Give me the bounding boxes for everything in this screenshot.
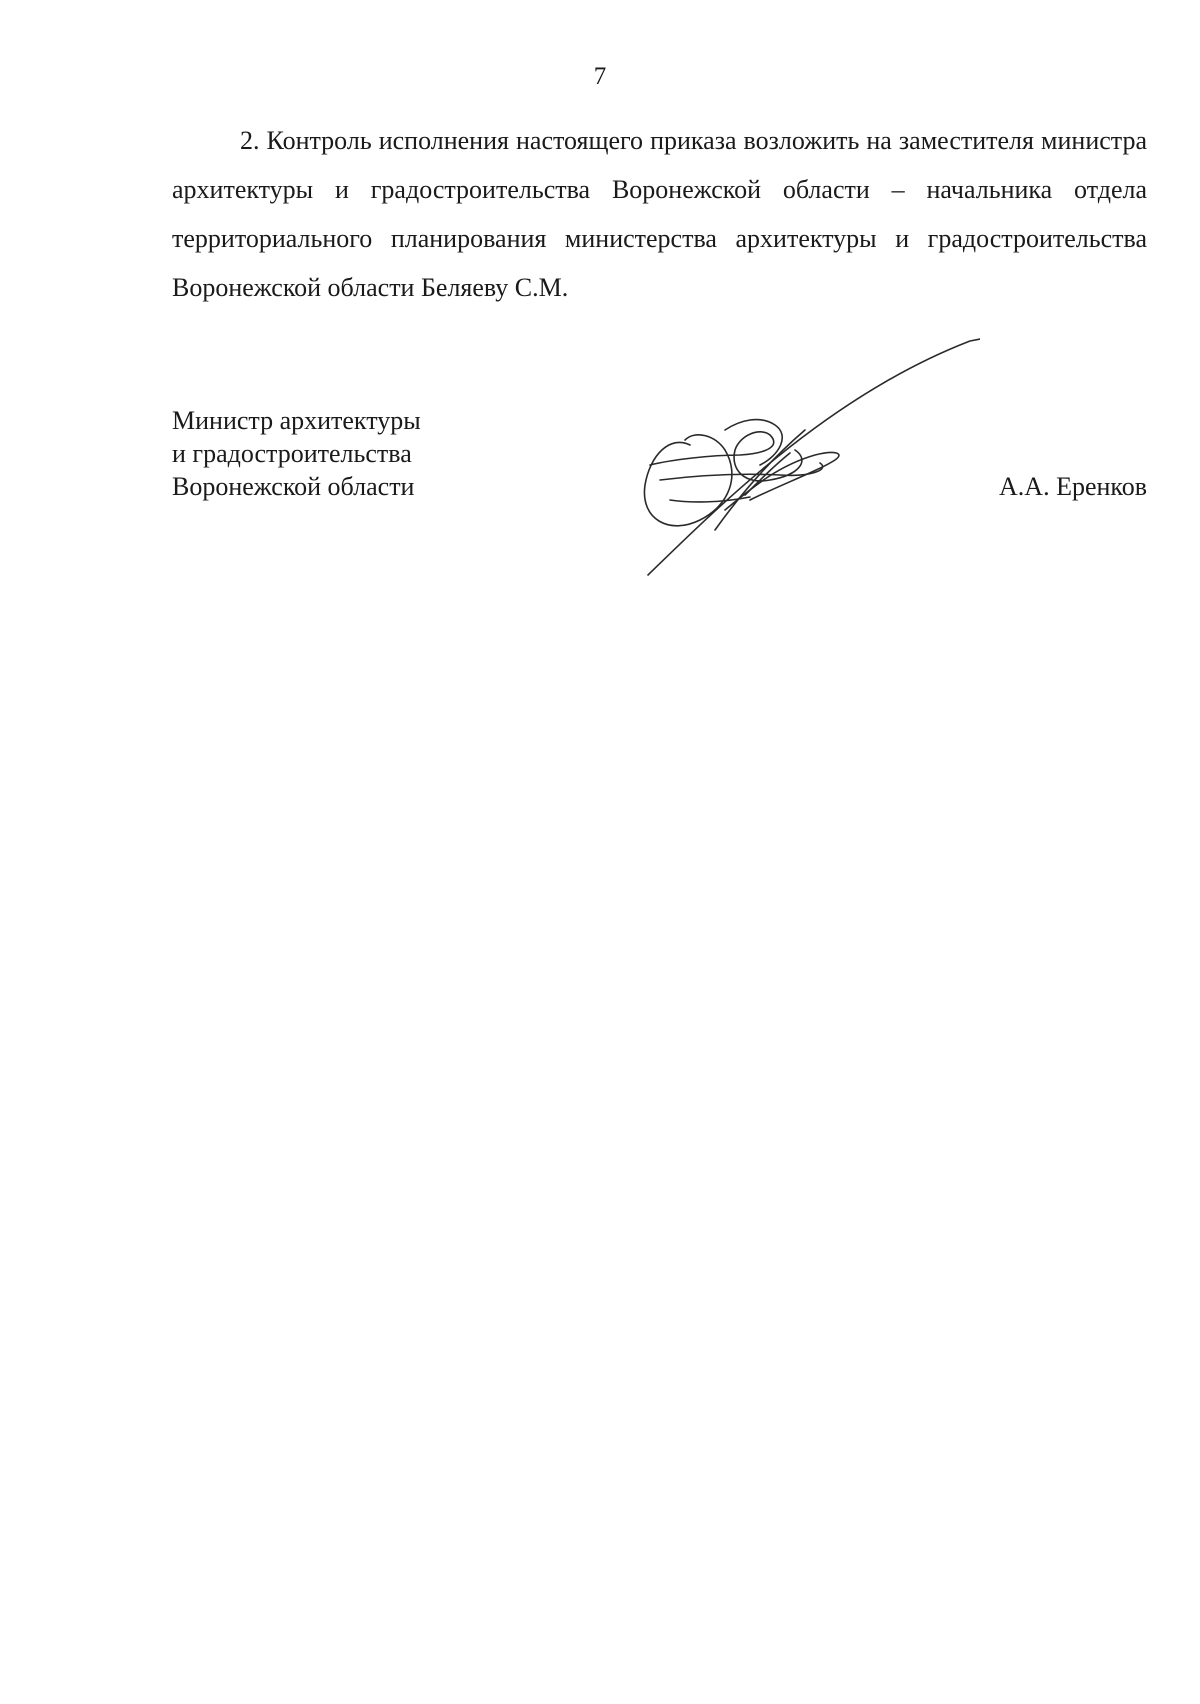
- signatory-title-line-2: и градостроительства: [172, 439, 412, 468]
- signatory-name: А.А. Еренков: [999, 472, 1147, 501]
- signatory-title-line-1: Министр архитектуры: [172, 406, 421, 435]
- signatory-title-line-3: Воронежской области: [172, 472, 415, 501]
- page-number: 7: [593, 63, 607, 90]
- handwritten-signature-icon: [630, 335, 980, 585]
- signatory-title: [172, 404, 502, 503]
- control-paragraph: 2. Контроль исполнения настоящего приказа возложить на заместителя министра архитектуры и градостроительства Воронежской области – начальника отдела территориального планирования министерства архитектуры и градостроительства Воронежской области Беляеву С.М.: [172, 126, 1147, 302]
